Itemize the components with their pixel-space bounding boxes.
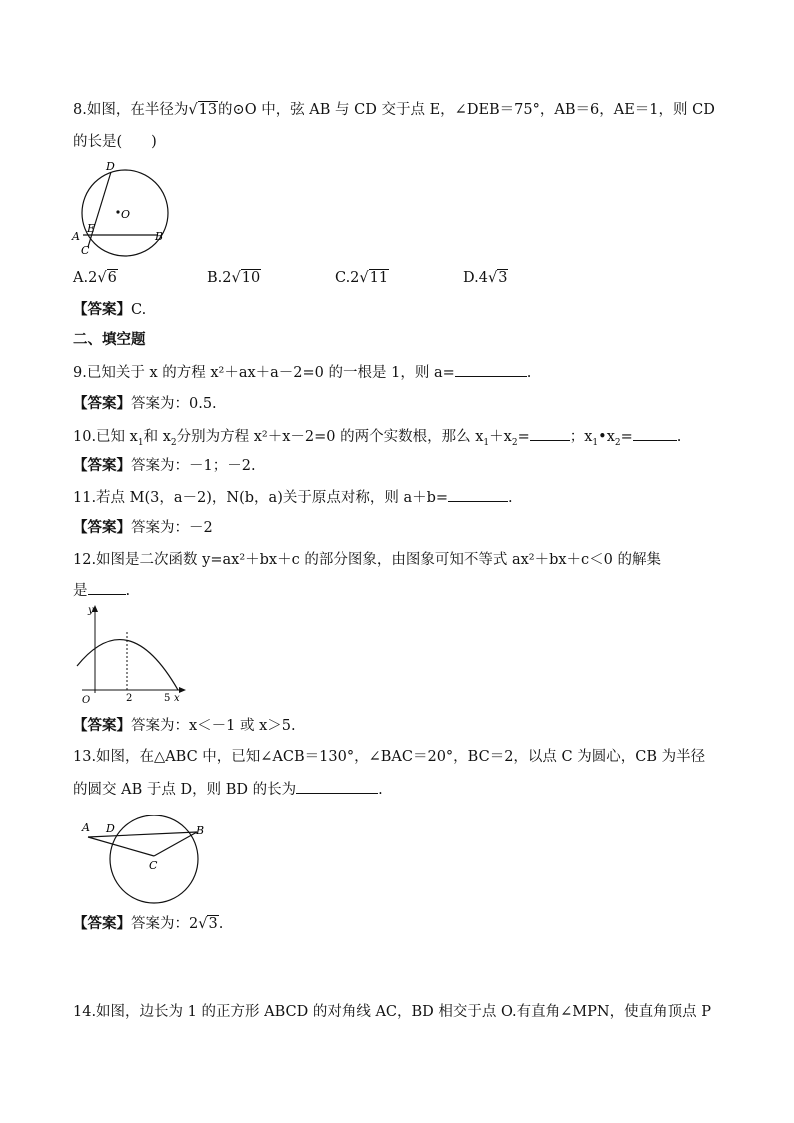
q8-options [73,268,593,288]
option-b: B.2√10 [207,270,261,286]
q13-line2: 的圆交 AB 于点 D，则 BD 的长为 . [73,779,383,800]
label-two: 2 [126,693,133,704]
q13-answer: 【答案】答案为：2√3. [73,916,224,932]
label-c: C [81,244,90,257]
q12-answer: 【答案】答案为：x＜－1 或 x＞5. [73,718,296,734]
q8-answer: 【答案】C. [73,302,147,318]
segment-ab [88,832,197,837]
segment-ac [88,837,154,856]
radical: √13 [188,102,218,118]
label-a: A [72,230,80,243]
option-d: D.4√3 [463,270,508,286]
radical: √3 [198,916,218,932]
answer-blank [633,426,677,441]
label-c: C [149,859,158,872]
label-d: D [106,822,115,835]
q11-line: 11.若点 M(3，a－2)，N(b，a)关于原点对称，则 a＋b= . [73,487,513,508]
q13-circle-figure [76,815,208,905]
q8-line2: 的长是( ) [73,134,157,150]
q12-parabola-figure [74,603,194,707]
section-title: 二、填空题 [73,332,146,348]
q11-answer: 【答案】答案为：－2 [73,520,213,536]
chord-cd [88,172,111,247]
option-c: C.2√11 [335,270,389,286]
q8-line1: 8.如图，在半径为√13的⊙O 中，弦 AB 与 CD 交于点 E，∠DEB＝75°，AB＝6，AE＝1，则 CD [73,102,715,118]
label-origin: O [82,695,91,706]
label-d: D [106,160,115,173]
label-x: x [174,693,180,704]
q12-line2: 是 . [73,580,130,601]
answer-blank [448,487,508,502]
center-o-dot [116,210,119,213]
label-b: B [196,824,205,837]
label-y: y [88,605,94,616]
answer-blank [88,580,126,595]
q12-line1: 12.如图是二次函数 y=ax²＋bx＋c 的部分图象，由图象可知不等式 ax²＋bx＋c＜0 的解集 [73,552,661,568]
q14-line1: 14.如图，边长为 1 的正方形 ABCD 的对角线 AC，BD 相交于点 O.有直角∠MPN，使直角顶点 P [73,1004,711,1020]
x-axis-arrow [179,687,186,693]
q9-answer: 【答案】答案为：0.5. [73,396,217,412]
answer-blank [455,362,527,377]
label-a: A [82,821,90,834]
q10-line: 10.已知 $x_1$和 $x_2$分别为方程 x²＋x－2=0 的两个实数根，那么 $x_1+x_2=$ ；$x_1•x_2=$ . [73,426,681,453]
label-e: E [87,222,96,235]
option-a: A.2√6 [73,270,117,286]
label-b: B [155,230,164,243]
answer-blank [530,426,570,441]
q9-line: 9.已知关于 x 的方程 x²＋ax＋a－2=0 的一根是 1，则 a= . [73,362,531,383]
label-five: 5 [164,693,171,704]
q10-answer: 【答案】答案为：－1；－2. [73,458,256,474]
q8-circle-figure [68,160,198,260]
label-o: O [121,208,131,221]
answer-blank [296,779,378,794]
q13-line1: 13.如图，在△ABC 中，已知∠ACB＝130°，∠BAC＝20°，BC＝2，以点 C 为圆心，CB 为半径 [73,749,706,765]
segment-cb [154,832,197,856]
